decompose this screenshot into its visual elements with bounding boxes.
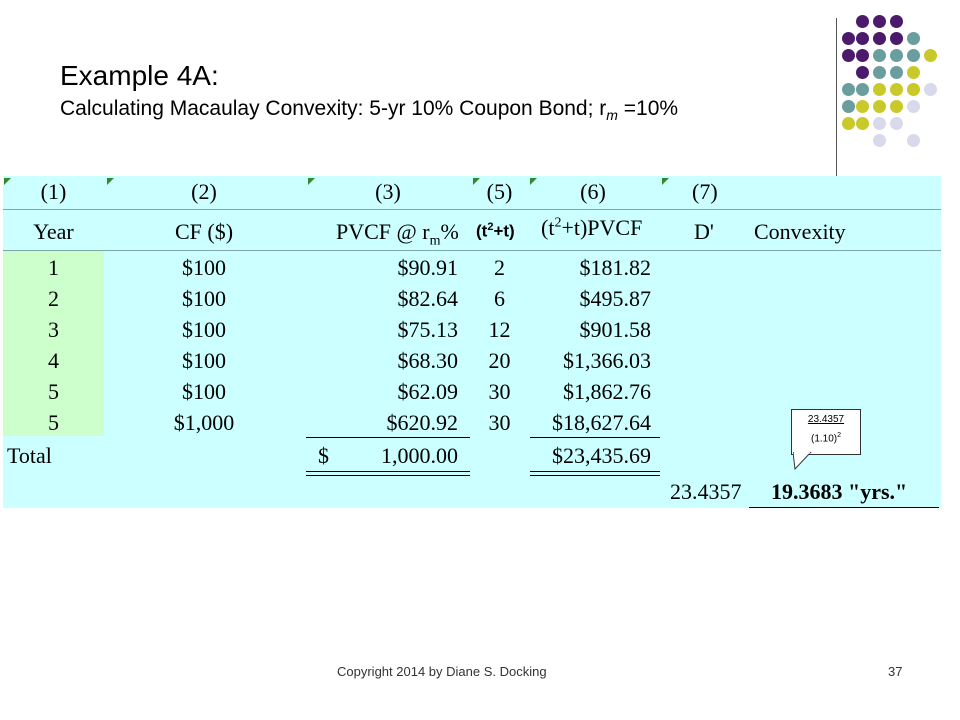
cell-cf: $100 <box>182 379 226 404</box>
decor-dot <box>842 100 855 113</box>
cell-year: 5 <box>48 410 59 435</box>
decor-dot <box>890 117 903 130</box>
callout-denominator-base: (1.10) <box>810 433 838 445</box>
decor-dot <box>907 83 920 96</box>
row-divider <box>3 250 941 251</box>
cell-year: 2 <box>48 286 59 311</box>
decor-dot <box>890 66 903 79</box>
total-double-underline <box>530 471 660 472</box>
decor-dot <box>873 117 886 130</box>
header-t2tpv-sup: 2 <box>554 215 562 231</box>
decor-dot <box>873 134 886 147</box>
decor-dot <box>856 100 869 113</box>
cell-cf: $100 <box>182 317 226 342</box>
column-number: (3) <box>375 179 401 204</box>
column-number: (1) <box>40 179 67 204</box>
callout-denominator-exp: 2 <box>837 432 842 439</box>
cell-comment-marker <box>662 178 669 185</box>
cell-pvcf: $82.64 <box>397 286 458 311</box>
d-value: 23.4357 <box>670 479 742 504</box>
cell-year: 3 <box>48 317 59 342</box>
header-pvcf <box>336 219 459 249</box>
copyright-footer: Copyright 2014 by Diane S. Docking <box>337 664 547 679</box>
cell-t2t: 12 <box>488 317 511 342</box>
total-pvcf-value: 1,000.00 <box>381 443 458 468</box>
callout-numerator: 23.4357 <box>807 414 845 425</box>
decor-dot <box>873 32 886 45</box>
header-t2t <box>476 221 515 242</box>
total-t2t-pvcf: $23,435.69 <box>552 443 651 468</box>
column-number: (6) <box>580 179 606 204</box>
total-double-underline <box>530 475 660 476</box>
header-t2tpv-text: (t <box>541 215 555 240</box>
decor-dot <box>842 117 855 130</box>
cell-t2t: 20 <box>488 348 511 373</box>
header-pvcf-text: PVCF @ r <box>336 219 430 244</box>
callout-pointer <box>793 452 823 472</box>
decor-dot <box>856 66 869 79</box>
decor-dot <box>873 66 886 79</box>
cell-t2t-pvcf: $18,627.64 <box>552 410 651 435</box>
decor-dot <box>924 83 937 96</box>
cell-t2t-pvcf: $901.58 <box>579 317 651 342</box>
convexity-formula-callout <box>791 409 861 455</box>
total-double-underline <box>306 475 470 476</box>
decor-dot <box>907 49 920 62</box>
convexity-underline <box>749 507 939 508</box>
total-double-underline <box>306 471 470 472</box>
subtitle-subscript: m <box>606 107 618 124</box>
header-t2t-text: (t <box>476 221 488 241</box>
decor-dot <box>873 100 886 113</box>
cell-cf: $1,000 <box>173 410 235 435</box>
decor-dot <box>890 83 903 96</box>
cell-year: 5 <box>48 379 59 404</box>
cell-t2t: 6 <box>494 286 505 311</box>
cell-year: 1 <box>48 255 59 280</box>
decor-dot <box>873 83 886 96</box>
decor-dot <box>856 32 869 45</box>
decor-dot <box>907 100 920 113</box>
decor-dot <box>907 134 920 147</box>
slide-number: 37 <box>888 664 903 679</box>
decor-dot <box>890 15 903 28</box>
cell-t2t-pvcf: $495.87 <box>579 286 651 311</box>
header-cf: CF ($) <box>174 219 234 244</box>
cell-cf: $100 <box>182 286 226 311</box>
decor-dot <box>842 83 855 96</box>
cell-pvcf: $75.13 <box>397 317 458 342</box>
subtitle-rate: =10% <box>617 97 679 120</box>
decor-dot <box>873 15 886 28</box>
cell-year: 4 <box>48 348 59 373</box>
header-t2t-pvcf <box>541 215 642 241</box>
cell-cf: $100 <box>182 348 226 373</box>
cell-t2t: 30 <box>488 410 511 435</box>
column-number: (2) <box>191 179 217 204</box>
total-pvcf-symbol: $ <box>318 443 329 468</box>
slide-title: Example 4A: <box>60 60 219 91</box>
slide-subtitle <box>60 97 678 123</box>
cell-pvcf: $620.92 <box>386 410 458 435</box>
decor-dot <box>890 100 903 113</box>
cell-t2t-pvcf: $181.82 <box>579 255 651 280</box>
cell-t2t: 30 <box>488 379 511 404</box>
total-label: Total <box>7 443 52 468</box>
decor-dot <box>856 49 869 62</box>
decor-dot <box>856 83 869 96</box>
header-t2t-sup: 2 <box>487 221 494 233</box>
header-convexity: Convexity <box>754 219 846 244</box>
header-t2tpv-post: +t)PVCF <box>561 215 643 240</box>
decor-dot <box>907 32 920 45</box>
decor-dot <box>890 32 903 45</box>
header-pvcf-sub: m <box>429 233 441 249</box>
title-divider <box>836 18 837 176</box>
cell-t2t-pvcf: $1,862.76 <box>563 379 651 404</box>
column-number: (5) <box>486 179 513 204</box>
subtitle-text: Calculating Macaulay Convexity: 5-yr 10% Coupon Bond; r <box>60 97 607 120</box>
cell-pvcf: $68.30 <box>397 348 458 373</box>
row-divider <box>3 209 941 210</box>
decor-dot <box>856 117 869 130</box>
sum-underline <box>306 437 470 438</box>
cell-t2t: 2 <box>494 255 505 280</box>
decor-dot <box>890 49 903 62</box>
cell-t2t-pvcf: $1,366.03 <box>563 348 651 373</box>
header-year: Year <box>33 219 74 244</box>
cell-pvcf: $90.91 <box>397 255 458 280</box>
decor-dot <box>873 49 886 62</box>
sum-underline <box>530 437 660 438</box>
cell-cf: $100 <box>182 255 226 280</box>
header-d: D' <box>694 219 714 244</box>
header-pvcf-pct: % <box>440 219 459 244</box>
decor-dot <box>842 49 855 62</box>
decor-dot <box>907 66 920 79</box>
header-t2t-post: +t) <box>493 221 515 241</box>
convexity-value: 19.3683 "yrs." <box>771 479 908 504</box>
cell-pvcf: $62.09 <box>397 379 458 404</box>
decor-dot <box>924 49 937 62</box>
decor-dot <box>856 15 869 28</box>
column-number: (7) <box>692 179 718 204</box>
decor-dot <box>842 32 855 45</box>
callout-denominator <box>792 432 860 444</box>
